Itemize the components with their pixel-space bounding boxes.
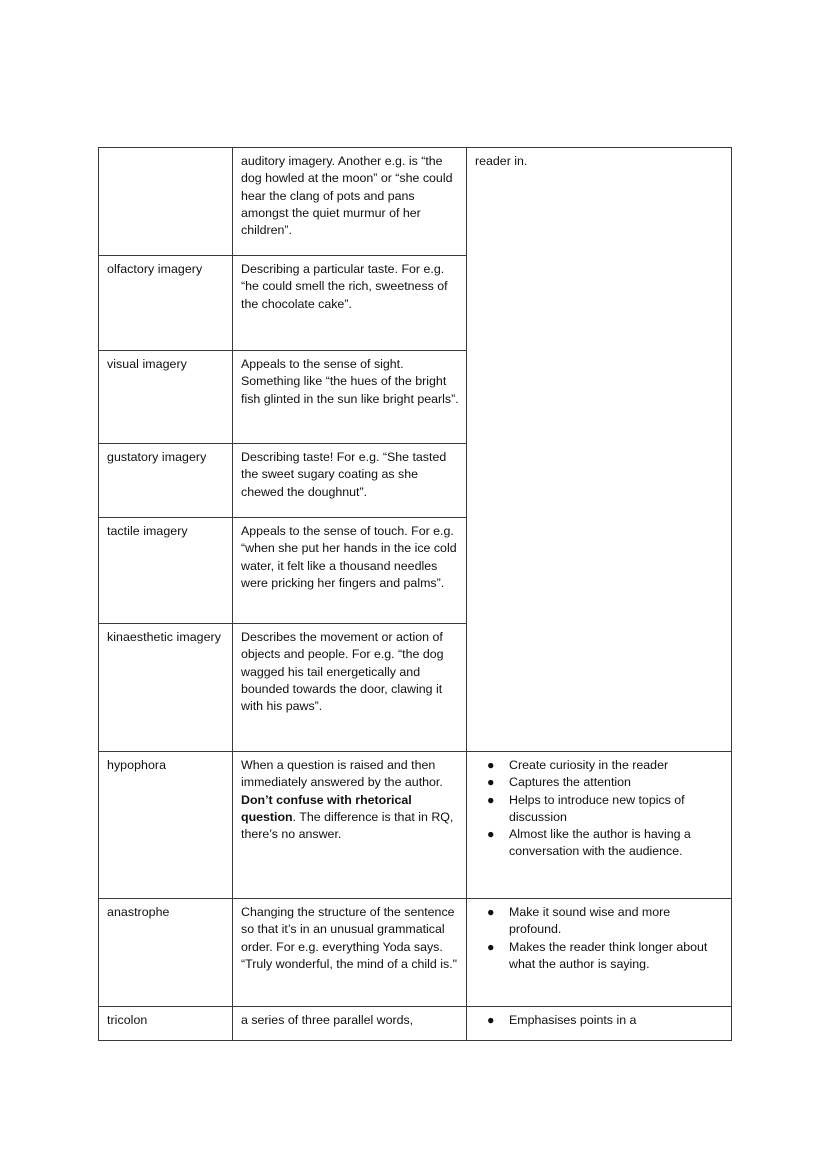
- effects-list-item-label: Make it sound wise and more profound.: [509, 905, 671, 937]
- bullet-icon: ●: [487, 775, 495, 790]
- definition-cell: Describes the movement or action of objects and people. For e.g. “the dog wagged his tail energetically and bounded towards the door, clawing it with his paws”.: [233, 624, 467, 752]
- literary-terms-table: [98, 147, 732, 1041]
- table-row: [99, 148, 732, 256]
- effects-list-item-label: Almost like the author is having a conversation with the audience.: [509, 827, 691, 859]
- definition-cell: a series of three parallel words,: [233, 1007, 467, 1041]
- effects-list-item: [475, 826, 724, 861]
- effects-bullet-list: [475, 904, 724, 973]
- term-cell: tactile imagery: [99, 518, 233, 624]
- term-cell: kinaesthetic imagery: [99, 624, 233, 752]
- effects-list-item-label: Create curiosity in the reader: [509, 758, 669, 772]
- definition-cell: Describing a particular taste. For e.g. “he could smell the rich, sweetness of the chocolate cake”.: [233, 256, 467, 351]
- bullet-icon: ●: [487, 758, 495, 772]
- term-cell: anastrophe: [99, 899, 233, 1007]
- effects-bullet-list: [475, 757, 724, 861]
- effects-list-item-label: Emphasises points in a: [509, 1013, 637, 1027]
- bullet-icon: ●: [487, 827, 495, 842]
- effects-list-item: [475, 774, 724, 791]
- effects-text: reader in.: [475, 154, 528, 168]
- definition-cell: auditory imagery. Another e.g. is “the dog howled at the moon” or “she could hear the clang of pots and pans amongst the quiet murmur of her children”.: [233, 148, 467, 256]
- effects-list-item-label: Helps to introduce new topics of discussion: [509, 792, 685, 824]
- definition-cell: Appeals to the sense of touch. For e.g. “when she put her hands in the ice cold water, it felt like a thousand needles were pricking her fingers and palms”.: [233, 518, 467, 624]
- effects-cell: [467, 899, 732, 1007]
- bullet-icon: ●: [487, 1013, 495, 1027]
- effects-cell: [467, 1007, 732, 1041]
- table-row: [99, 752, 732, 899]
- term-cell: visual imagery: [99, 351, 233, 444]
- term-cell: [99, 148, 233, 256]
- term-cell: olfactory imagery: [99, 256, 233, 351]
- definition-cell: Changing the structure of the sentence so that it’s in an unusual grammatical order. For e.g. everything Yoda says. “Truly wonderful, the mind of a child is.": [233, 899, 467, 1007]
- definition-cell: Appeals to the sense of sight. Something like “the hues of the bright fish glinted in the sun like bright pearls”.: [233, 351, 467, 444]
- terms-table-container: [98, 147, 731, 1041]
- effects-list-item-label: Makes the reader think longer about what the author is saying.: [509, 939, 708, 971]
- bullet-icon: ●: [487, 939, 495, 954]
- term-cell: gustatory imagery: [99, 444, 233, 518]
- definition-cell: When a question is raised and then immediately answered by the author. Don’t confuse with rhetorical question. The difference is that in RQ, there’s no answer.: [233, 752, 467, 899]
- effects-list-item: [475, 792, 724, 827]
- effects-list-item-label: Captures the attention: [509, 775, 631, 790]
- bullet-icon: ●: [487, 792, 495, 807]
- effects-bullet-list: [475, 1012, 724, 1029]
- effects-list-item: [475, 939, 724, 974]
- effects-list-item: [475, 1012, 724, 1029]
- table-row: [99, 899, 732, 1007]
- term-cell: hypophora: [99, 752, 233, 899]
- table-row: [99, 1007, 732, 1041]
- effects-list-item: [475, 904, 724, 939]
- effects-list-item: [475, 757, 724, 774]
- effects-cell-merged: [467, 148, 732, 752]
- bullet-icon: ●: [487, 905, 495, 919]
- table-body: [99, 148, 732, 1041]
- term-cell: tricolon: [99, 1007, 233, 1041]
- definition-cell: Describing taste! For e.g. “She tasted the sweet sugary coating as she chewed the doughnut”.: [233, 444, 467, 518]
- effects-cell: [467, 752, 732, 899]
